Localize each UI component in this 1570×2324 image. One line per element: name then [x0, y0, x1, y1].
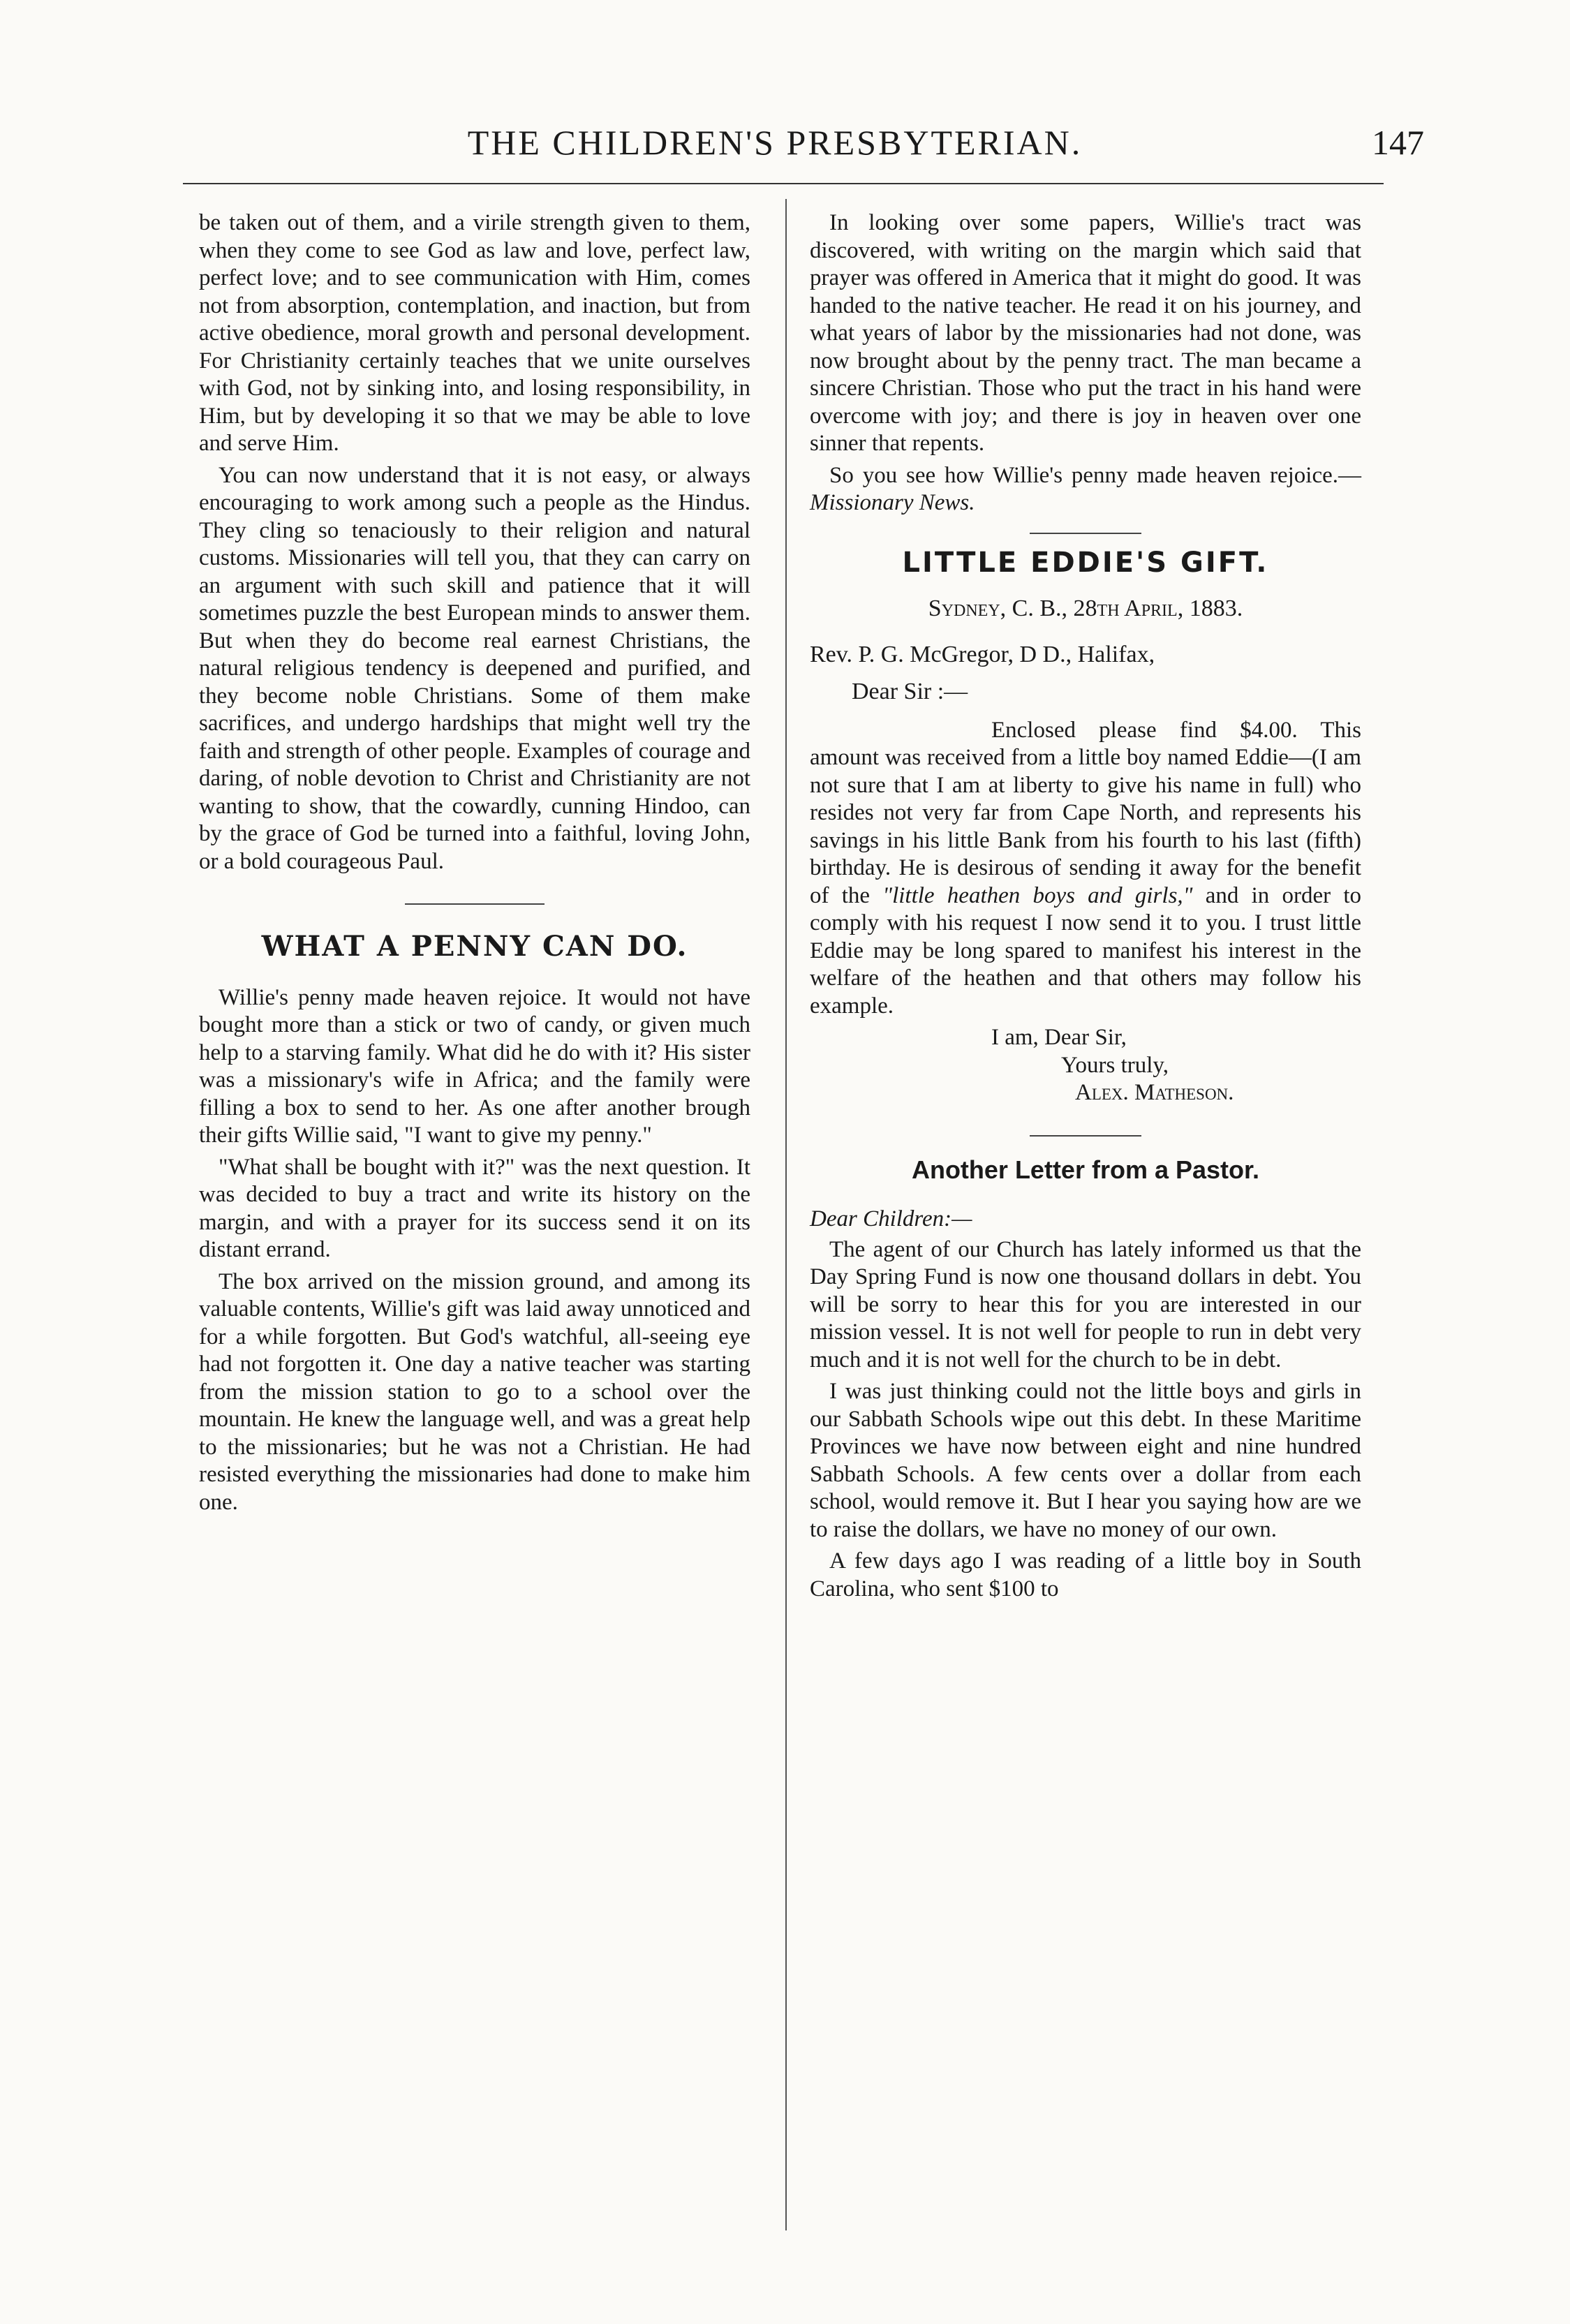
- penny-heading: WHAT A PENNY CAN DO.: [261, 930, 688, 963]
- pastor-paragraph: A few days ago I was reading of a little boy in South Carolina, who sent $100 to: [810, 1548, 1361, 1601]
- eddie-body-start: Enclosed please find $4.00. This amount was received from a little boy named Eddie—(I am not sure that I am at liberty to give his name in full) who resides not very far from Cape North, and represents his savings in his little Bank from his fourth to his last (fifth) birthday. He is desirous of sending it away for the benefit of the: [810, 717, 1361, 908]
- column-separator: [785, 199, 787, 2230]
- publication-title: THE CHILDREN'S PRESBYTERIAN.: [467, 123, 1083, 162]
- left-column: [199, 209, 750, 1520]
- section-divider: [1030, 533, 1141, 534]
- page-number: 147: [1372, 123, 1424, 162]
- article-paragraph: You can now understand that it is not easy, or always encouraging to work among such a people as the Hindus. They cling so tenaciously to their religion and natural customs. Missionaries will tell you, that they can carry on an argument with such skill and patience that it will sometimes puzzle the best European minds to answer them. But when they do become real earnest Christians, the natural religious tendency is deepened and purified, and they become noble Christians. Some of them make sacrifices, and undergo hardships that might well try the faith and strength of other people. Examples of courage and daring, of noble devotion to Christ and Christianity are not wanting to show, that the cowardly, cunning Hindoo, can by the grace of God be turned into a faithful, loving John, or a bold courageous Paul.: [199, 462, 750, 874]
- article-paragraph: be taken out of them, and a virile strength given to them, when they come to see God as law and love, perfect law, perfect love; and to see communication with Him, comes not from absorption, contemplation, and inaction, but from active obedience, moral growth and personal development. For Christianity certainly teaches that we unite ourselves with God, not by sinking into, and losing responsibility, in Him, but by developing it so that we may be able to love and serve Him.: [199, 210, 750, 456]
- pastor-heading: Another Letter from a Pastor.: [911, 1155, 1260, 1184]
- penny-paragraph: "What shall be bought with it?" was the next question. It was decided to buy a tract and write its history on the margin, and with a prayer for its success send it on its distant errand.: [199, 1154, 750, 1262]
- section-divider: [1030, 1135, 1141, 1137]
- eddie-letter-body: [810, 717, 1361, 1021]
- eddie-salutation: Dear Sir :—: [852, 679, 968, 704]
- page-header: [161, 122, 1487, 171]
- right-column: [810, 209, 1361, 1607]
- penny-closing-text: So you see how Willie's penny made heaven rejoice.—: [829, 462, 1361, 488]
- penny-closing: [810, 462, 1361, 517]
- eddie-body-end: and in order to comply with his request I now send it to you. I trust little Eddie may be long spared to manifest his interest in the welfare of the heathen and that others may follow his example.: [810, 882, 1361, 1019]
- eddie-close-line-1: I am, Dear Sir,: [991, 1025, 1127, 1050]
- pastor-paragraph: The agent of our Church has lately informed us that the Day Spring Fund is now one thousand dollars in debt. You will be sorry to hear this for you are interested in our mission vessel. It is not well for people to run in debt very much and it is not well for the church to be in debt.: [810, 1236, 1361, 1372]
- header-rule: [183, 183, 1384, 184]
- eddie-body-italic: "little heathen boys and girls,": [882, 882, 1193, 908]
- pastor-salutation-text: Dear Children:—: [810, 1206, 972, 1231]
- eddie-heading: LITTLE EDDIE'S GIFT.: [902, 546, 1269, 579]
- penny-continued-paragraph: In looking over some papers, Willie's tract was discovered, with writing on the margin which said that prayer was offered in America that it might do good. It was handed to the native teacher. He read it on his journey, and what years of labor by the missionaries had not done, was now brought about by the penny tract. The man became a sincere Christian. Those who put the tract in his hand were overcome with joy; and there is joy in heaven over one sinner that repents.: [810, 210, 1361, 456]
- eddie-close-line-2: Yours truly,: [1061, 1052, 1169, 1078]
- penny-paragraph: Willie's penny made heaven rejoice. It would not have bought more than a stick or two of candy, or given much help to a starving family. What did he do with it? His sister was a missionary's wife in Africa; and the family were filling a box to send to her. As one after another brough their gifts Willie said, "I want to give my penny.": [199, 984, 750, 1148]
- eddie-dateline: Sydney, C. B., 28th April, 1883.: [928, 595, 1243, 621]
- eddie-signature: Alex. Matheson.: [1075, 1080, 1234, 1105]
- pastor-salutation: [810, 1206, 1361, 1234]
- penny-paragraph: The box arrived on the mission ground, and among its valuable contents, Willie's gift was laid away unnoticed and for a while forgotten. But God's watchful, all-seeing eye had not forgotten it. One day a native teacher was starting from the mission station to go to a school over the mountain. He knew the language well, and was a great help to the missionaries; but he was not a Christian. He had resisted everything the missionaries had done to make him one.: [199, 1268, 750, 1515]
- section-divider: [405, 903, 545, 905]
- eddie-addressee: Rev. P. G. McGregor, D D., Halifax,: [810, 641, 1155, 667]
- pastor-paragraph: I was just thinking could not the little boys and girls in our Sabbath Schools wipe out this debt. In these Maritime Provinces we have now between eight and nine hundred Sabbath Schools. A few cents over a dollar from each school, would remove it. But I hear you saying how are we to raise the dollars, we have no money of our own.: [810, 1379, 1361, 1542]
- penny-source: Missionary News.: [810, 490, 975, 515]
